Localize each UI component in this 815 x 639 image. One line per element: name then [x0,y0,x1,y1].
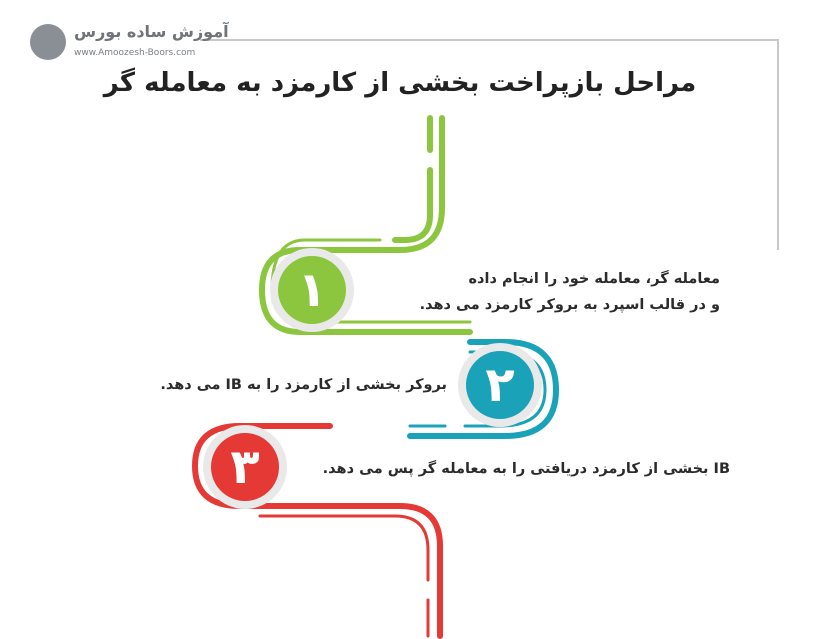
step-3-text [323,456,730,482]
brand-url: www.Amoozesh-Boors.com [74,48,196,58]
step-1-text [420,266,720,318]
brand-name: آموزش ساده بورس [74,22,229,41]
step-3-number: ۳ [230,439,260,495]
step-2-text [160,372,447,398]
step-1-number: ۱ [297,262,327,318]
step-3-line-1: IB بخشی از کارمزد دریافتی را به معامله گر پس می دهد. [322,461,730,477]
step-1-line-1: معامله گر، معامله خود را انجام داده [468,271,720,287]
step-1-line-2: و در قالب اسپرد به بروکر کارمزد می دهد. [419,297,720,313]
step-2-number: ۲ [485,357,515,413]
page-title: مراحل بازپراخت بخشی از کارمزد به معامله گر [103,68,697,98]
globe-chart-icon [30,24,66,60]
brand-logo [30,20,229,66]
step-2-line-1: بروکر بخشی از کارمزد را به IB می دهد. [160,377,447,393]
